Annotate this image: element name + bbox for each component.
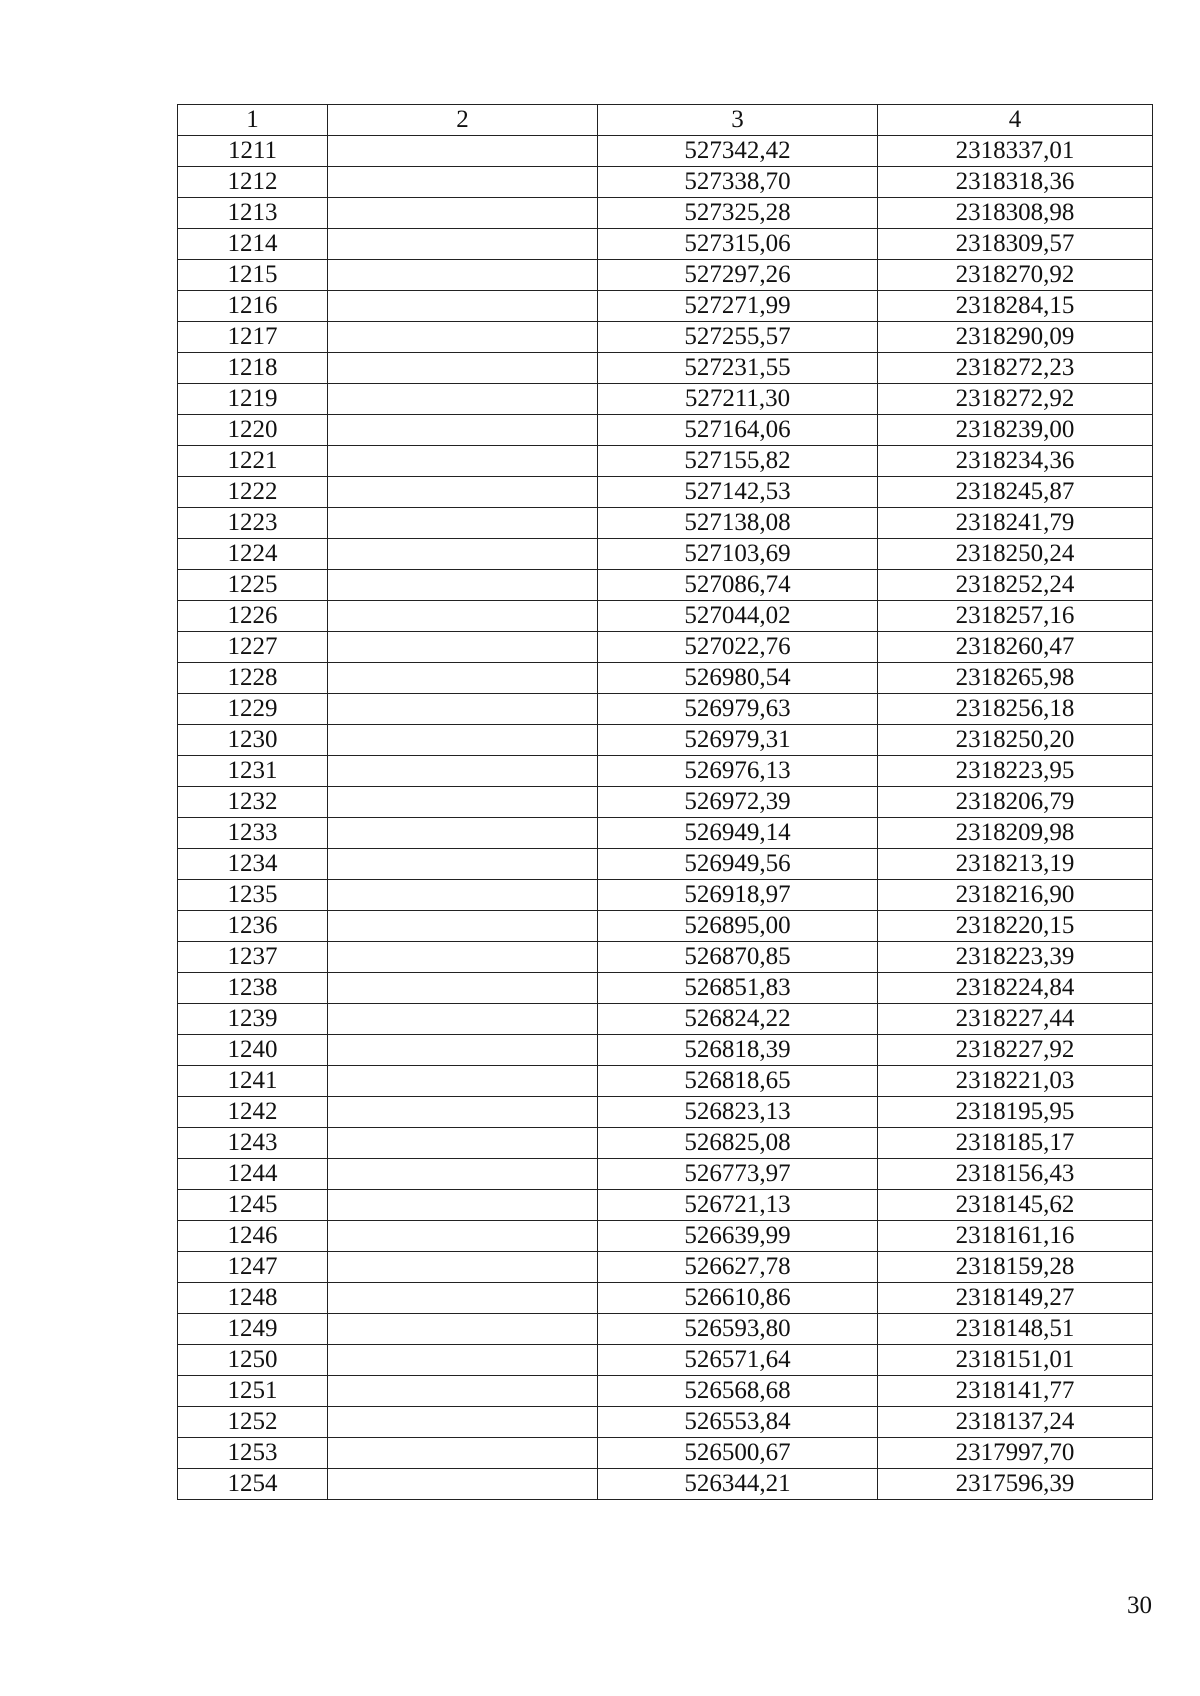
- x-coordinate-cell: 527086,74: [598, 570, 878, 601]
- y-coordinate-cell: 2318151,01: [878, 1345, 1153, 1376]
- table-row: [178, 1221, 1153, 1252]
- point-number-cell: 1229: [178, 694, 328, 725]
- y-coordinate-cell: 2318270,92: [878, 260, 1153, 291]
- table-row: [178, 1376, 1153, 1407]
- table-row: [178, 818, 1153, 849]
- point-number-cell: 1246: [178, 1221, 328, 1252]
- y-coordinate-cell: 2318223,39: [878, 942, 1153, 973]
- x-coordinate-cell: 527142,53: [598, 477, 878, 508]
- x-coordinate-cell: 526823,13: [598, 1097, 878, 1128]
- point-number-cell: 1228: [178, 663, 328, 694]
- x-coordinate-cell: 526610,86: [598, 1283, 878, 1314]
- y-coordinate-cell: 2318148,51: [878, 1314, 1153, 1345]
- point-number-cell: 1252: [178, 1407, 328, 1438]
- coordinates-table: [177, 104, 1153, 1500]
- description-cell: [328, 1252, 598, 1283]
- point-number-cell: 1239: [178, 1004, 328, 1035]
- y-coordinate-cell: 2318265,98: [878, 663, 1153, 694]
- x-coordinate-cell: 526818,39: [598, 1035, 878, 1066]
- description-cell: [328, 229, 598, 260]
- table-row: [178, 1314, 1153, 1345]
- table-row: [178, 1035, 1153, 1066]
- x-coordinate-cell: 527325,28: [598, 198, 878, 229]
- point-number-cell: 1213: [178, 198, 328, 229]
- y-coordinate-cell: 2318213,19: [878, 849, 1153, 880]
- table-row: [178, 756, 1153, 787]
- table-row: [178, 1469, 1153, 1500]
- table-row: [178, 973, 1153, 1004]
- x-coordinate-cell: 527231,55: [598, 353, 878, 384]
- point-number-cell: 1217: [178, 322, 328, 353]
- description-cell: [328, 260, 598, 291]
- table-body: [178, 136, 1153, 1500]
- x-coordinate-cell: 526568,68: [598, 1376, 878, 1407]
- x-coordinate-cell: 527271,99: [598, 291, 878, 322]
- point-number-cell: 1227: [178, 632, 328, 663]
- table-row: [178, 291, 1153, 322]
- y-coordinate-cell: 2318216,90: [878, 880, 1153, 911]
- x-coordinate-cell: 527342,42: [598, 136, 878, 167]
- y-coordinate-cell: 2318318,36: [878, 167, 1153, 198]
- description-cell: [328, 136, 598, 167]
- x-coordinate-cell: 526918,97: [598, 880, 878, 911]
- x-coordinate-cell: 526976,13: [598, 756, 878, 787]
- x-coordinate-cell: 526949,14: [598, 818, 878, 849]
- table-row: [178, 849, 1153, 880]
- point-number-cell: 1226: [178, 601, 328, 632]
- point-number-cell: 1230: [178, 725, 328, 756]
- x-coordinate-cell: 526818,65: [598, 1066, 878, 1097]
- table-row: [178, 942, 1153, 973]
- x-coordinate-cell: 526870,85: [598, 942, 878, 973]
- x-coordinate-cell: 526851,83: [598, 973, 878, 1004]
- x-coordinate-cell: 527164,06: [598, 415, 878, 446]
- y-coordinate-cell: 2318156,43: [878, 1159, 1153, 1190]
- point-number-cell: 1254: [178, 1469, 328, 1500]
- table-row: [178, 1438, 1153, 1469]
- y-coordinate-cell: 2318149,27: [878, 1283, 1153, 1314]
- y-coordinate-cell: 2317997,70: [878, 1438, 1153, 1469]
- description-cell: [328, 1190, 598, 1221]
- y-coordinate-cell: 2318272,23: [878, 353, 1153, 384]
- y-coordinate-cell: 2318137,24: [878, 1407, 1153, 1438]
- point-number-cell: 1235: [178, 880, 328, 911]
- x-coordinate-cell: 526553,84: [598, 1407, 878, 1438]
- x-coordinate-cell: 526949,56: [598, 849, 878, 880]
- x-coordinate-cell: 527255,57: [598, 322, 878, 353]
- table-row: [178, 663, 1153, 694]
- description-cell: [328, 601, 598, 632]
- x-coordinate-cell: 526500,67: [598, 1438, 878, 1469]
- table-row: [178, 880, 1153, 911]
- point-number-cell: 1236: [178, 911, 328, 942]
- description-cell: [328, 1128, 598, 1159]
- point-number-cell: 1248: [178, 1283, 328, 1314]
- y-coordinate-cell: 2318227,44: [878, 1004, 1153, 1035]
- y-coordinate-cell: 2318227,92: [878, 1035, 1153, 1066]
- y-coordinate-cell: 2318239,00: [878, 415, 1153, 446]
- x-coordinate-cell: 526979,31: [598, 725, 878, 756]
- y-coordinate-cell: 2318245,87: [878, 477, 1153, 508]
- column-header: 2: [328, 105, 598, 136]
- column-header: 1: [178, 105, 328, 136]
- table-row: [178, 1252, 1153, 1283]
- table-header-row: [178, 105, 1153, 136]
- table-row: [178, 601, 1153, 632]
- point-number-cell: 1249: [178, 1314, 328, 1345]
- y-coordinate-cell: 2318250,24: [878, 539, 1153, 570]
- point-number-cell: 1243: [178, 1128, 328, 1159]
- y-coordinate-cell: 2318220,15: [878, 911, 1153, 942]
- y-coordinate-cell: 2318234,36: [878, 446, 1153, 477]
- table-row: [178, 1128, 1153, 1159]
- description-cell: [328, 787, 598, 818]
- y-coordinate-cell: 2318145,62: [878, 1190, 1153, 1221]
- description-cell: [328, 1283, 598, 1314]
- table-row: [178, 384, 1153, 415]
- description-cell: [328, 1066, 598, 1097]
- description-cell: [328, 880, 598, 911]
- description-cell: [328, 322, 598, 353]
- description-cell: [328, 1097, 598, 1128]
- description-cell: [328, 942, 598, 973]
- point-number-cell: 1211: [178, 136, 328, 167]
- point-number-cell: 1225: [178, 570, 328, 601]
- y-coordinate-cell: 2318290,09: [878, 322, 1153, 353]
- x-coordinate-cell: 526895,00: [598, 911, 878, 942]
- description-cell: [328, 694, 598, 725]
- point-number-cell: 1233: [178, 818, 328, 849]
- table-row: [178, 167, 1153, 198]
- point-number-cell: 1218: [178, 353, 328, 384]
- y-coordinate-cell: 2318284,15: [878, 291, 1153, 322]
- table-row: [178, 477, 1153, 508]
- y-coordinate-cell: 2318221,03: [878, 1066, 1153, 1097]
- x-coordinate-cell: 527138,08: [598, 508, 878, 539]
- column-header: 4: [878, 105, 1153, 136]
- y-coordinate-cell: 2318256,18: [878, 694, 1153, 725]
- description-cell: [328, 1438, 598, 1469]
- description-cell: [328, 353, 598, 384]
- point-number-cell: 1242: [178, 1097, 328, 1128]
- table-row: [178, 229, 1153, 260]
- point-number-cell: 1241: [178, 1066, 328, 1097]
- x-coordinate-cell: 527211,30: [598, 384, 878, 415]
- x-coordinate-cell: 527155,82: [598, 446, 878, 477]
- page-number: 30: [1127, 1592, 1152, 1619]
- description-cell: [328, 1159, 598, 1190]
- description-cell: [328, 849, 598, 880]
- x-coordinate-cell: 526593,80: [598, 1314, 878, 1345]
- point-number-cell: 1221: [178, 446, 328, 477]
- y-coordinate-cell: 2318159,28: [878, 1252, 1153, 1283]
- x-coordinate-cell: 526972,39: [598, 787, 878, 818]
- table-row: [178, 1004, 1153, 1035]
- description-cell: [328, 508, 598, 539]
- x-coordinate-cell: 526639,99: [598, 1221, 878, 1252]
- table-row: [178, 353, 1153, 384]
- description-cell: [328, 477, 598, 508]
- y-coordinate-cell: 2318195,95: [878, 1097, 1153, 1128]
- y-coordinate-cell: 2318260,47: [878, 632, 1153, 663]
- point-number-cell: 1231: [178, 756, 328, 787]
- table-row: [178, 1283, 1153, 1314]
- y-coordinate-cell: 2318241,79: [878, 508, 1153, 539]
- table-row: [178, 570, 1153, 601]
- table-row: [178, 198, 1153, 229]
- point-number-cell: 1245: [178, 1190, 328, 1221]
- description-cell: [328, 1469, 598, 1500]
- x-coordinate-cell: 526773,97: [598, 1159, 878, 1190]
- description-cell: [328, 818, 598, 849]
- point-number-cell: 1219: [178, 384, 328, 415]
- x-coordinate-cell: 527044,02: [598, 601, 878, 632]
- y-coordinate-cell: 2318141,77: [878, 1376, 1153, 1407]
- point-number-cell: 1251: [178, 1376, 328, 1407]
- x-coordinate-cell: 526627,78: [598, 1252, 878, 1283]
- table-row: [178, 415, 1153, 446]
- y-coordinate-cell: 2318209,98: [878, 818, 1153, 849]
- point-number-cell: 1240: [178, 1035, 328, 1066]
- description-cell: [328, 1407, 598, 1438]
- point-number-cell: 1237: [178, 942, 328, 973]
- description-cell: [328, 570, 598, 601]
- description-cell: [328, 1004, 598, 1035]
- table-row: [178, 911, 1153, 942]
- table-row: [178, 1097, 1153, 1128]
- x-coordinate-cell: 526344,21: [598, 1469, 878, 1500]
- description-cell: [328, 663, 598, 694]
- table-row: [178, 694, 1153, 725]
- description-cell: [328, 446, 598, 477]
- x-coordinate-cell: 526824,22: [598, 1004, 878, 1035]
- x-coordinate-cell: 527297,26: [598, 260, 878, 291]
- table-row: [178, 136, 1153, 167]
- point-number-cell: 1247: [178, 1252, 328, 1283]
- table-row: [178, 1345, 1153, 1376]
- table-row: [178, 632, 1153, 663]
- description-cell: [328, 415, 598, 446]
- description-cell: [328, 1376, 598, 1407]
- description-cell: [328, 198, 598, 229]
- point-number-cell: 1215: [178, 260, 328, 291]
- y-coordinate-cell: 2318272,92: [878, 384, 1153, 415]
- table-row: [178, 446, 1153, 477]
- point-number-cell: 1238: [178, 973, 328, 1004]
- y-coordinate-cell: 2318206,79: [878, 787, 1153, 818]
- x-coordinate-cell: 526979,63: [598, 694, 878, 725]
- y-coordinate-cell: 2317596,39: [878, 1469, 1153, 1500]
- table-row: [178, 1066, 1153, 1097]
- point-number-cell: 1220: [178, 415, 328, 446]
- description-cell: [328, 911, 598, 942]
- table-row: [178, 1159, 1153, 1190]
- table-row: [178, 322, 1153, 353]
- y-coordinate-cell: 2318161,16: [878, 1221, 1153, 1252]
- table-row: [178, 725, 1153, 756]
- description-cell: [328, 291, 598, 322]
- point-number-cell: 1216: [178, 291, 328, 322]
- point-number-cell: 1214: [178, 229, 328, 260]
- point-number-cell: 1212: [178, 167, 328, 198]
- description-cell: [328, 1221, 598, 1252]
- point-number-cell: 1253: [178, 1438, 328, 1469]
- y-coordinate-cell: 2318223,95: [878, 756, 1153, 787]
- description-cell: [328, 167, 598, 198]
- x-coordinate-cell: 527338,70: [598, 167, 878, 198]
- y-coordinate-cell: 2318337,01: [878, 136, 1153, 167]
- description-cell: [328, 1035, 598, 1066]
- description-cell: [328, 632, 598, 663]
- table-row: [178, 1407, 1153, 1438]
- description-cell: [328, 725, 598, 756]
- table-row: [178, 787, 1153, 818]
- y-coordinate-cell: 2318185,17: [878, 1128, 1153, 1159]
- y-coordinate-cell: 2318308,98: [878, 198, 1153, 229]
- point-number-cell: 1232: [178, 787, 328, 818]
- y-coordinate-cell: 2318224,84: [878, 973, 1153, 1004]
- description-cell: [328, 539, 598, 570]
- x-coordinate-cell: 526825,08: [598, 1128, 878, 1159]
- table-row: [178, 260, 1153, 291]
- column-header: 3: [598, 105, 878, 136]
- x-coordinate-cell: 527022,76: [598, 632, 878, 663]
- point-number-cell: 1224: [178, 539, 328, 570]
- table-row: [178, 539, 1153, 570]
- point-number-cell: 1244: [178, 1159, 328, 1190]
- point-number-cell: 1250: [178, 1345, 328, 1376]
- y-coordinate-cell: 2318250,20: [878, 725, 1153, 756]
- table-row: [178, 508, 1153, 539]
- point-number-cell: 1234: [178, 849, 328, 880]
- description-cell: [328, 1314, 598, 1345]
- description-cell: [328, 384, 598, 415]
- x-coordinate-cell: 526571,64: [598, 1345, 878, 1376]
- y-coordinate-cell: 2318257,16: [878, 601, 1153, 632]
- x-coordinate-cell: 527103,69: [598, 539, 878, 570]
- x-coordinate-cell: 526721,13: [598, 1190, 878, 1221]
- point-number-cell: 1222: [178, 477, 328, 508]
- description-cell: [328, 1345, 598, 1376]
- y-coordinate-cell: 2318309,57: [878, 229, 1153, 260]
- x-coordinate-cell: 527315,06: [598, 229, 878, 260]
- point-number-cell: 1223: [178, 508, 328, 539]
- table-row: [178, 1190, 1153, 1221]
- y-coordinate-cell: 2318252,24: [878, 570, 1153, 601]
- description-cell: [328, 973, 598, 1004]
- description-cell: [328, 756, 598, 787]
- x-coordinate-cell: 526980,54: [598, 663, 878, 694]
